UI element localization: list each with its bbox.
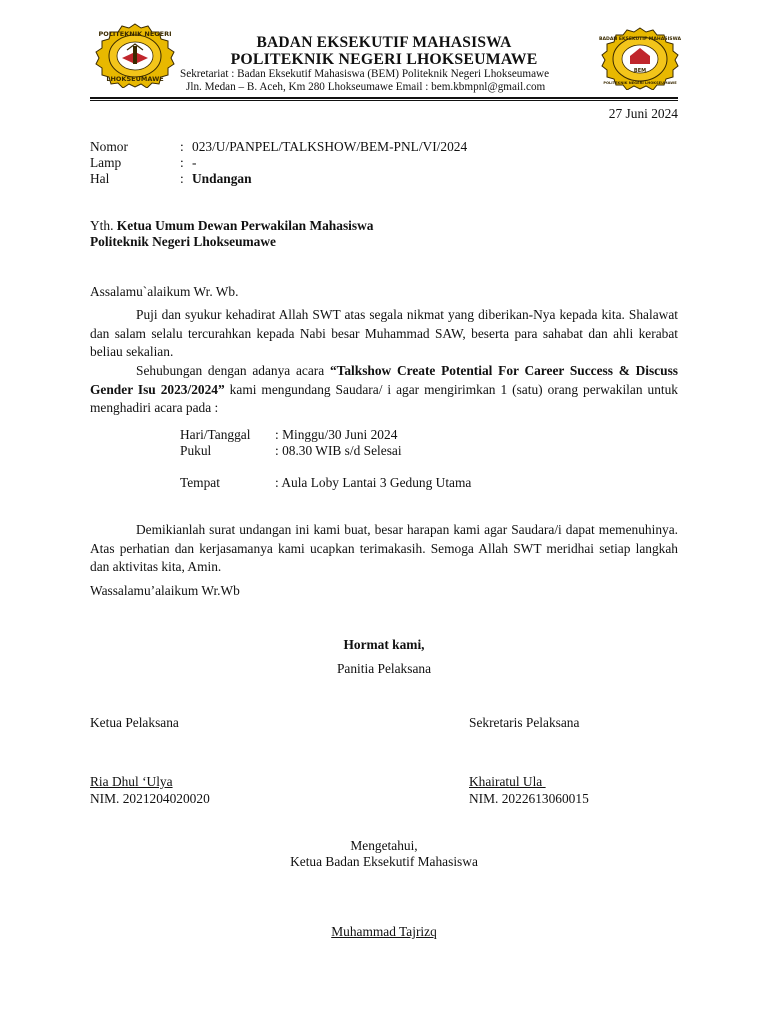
signoff-subtitle: Panitia Pelaksana [336,661,432,676]
letterhead-divider-thin [90,100,678,101]
meta-hal-sep: : [180,171,184,186]
meta-lamp-sep: : [180,155,184,170]
detail-place-value: : Aula Loby Lantai 3 Gedung Utama [275,475,472,490]
address-line2: Jln. Medan – B. Aceh, Km 280 Lhokseumawe Email : bem.kbmpnl@gmail.com [186,81,546,93]
address-line1: Sekretariat : Badan Eksekutif Mahasiswa (BEM) Politeknik Negeri Lhokseumawe [180,68,550,80]
meta-lamp-value: - [192,155,197,170]
recipient-prefix: Yth. [90,218,114,233]
meta-hal-label: Hal [90,171,110,186]
opening-paragraph-text: Puji dan syukur kehadirat Allah SWT atas segala nikmat yang diberikan-Nya kepada kita. Shalawat dan salam selalu tercurahkan kepada Nabi besar Muhammad SAW, beserta para sahabat dan ahli kerabat beliau sekalian. [90,307,678,359]
left-signer-name: Ria Dhul ‘Ulya [90,774,173,789]
meta-nomor-value: 023/U/PANPEL/TALKSHOW/BEM-PNL/VI/2024 [192,139,468,154]
recipient-name: Ketua Umum Dewan Perwakilan Mahasiswa [116,218,374,233]
left-logo-bottom-text: LHOKSEUMAWE [106,75,164,83]
left-signer-nim: NIM. 2021204020020 [90,791,210,806]
approval-role: Ketua Badan Eksekutif Mahasiswa [290,854,478,869]
right-signer-nim: NIM. 2022613060015 [469,791,589,806]
closing-paragraph [90,521,678,577]
right-logo-center-text: BEM [633,68,647,74]
detail-date-label: Hari/Tanggal [180,427,251,442]
meta-hal-value: Undangan [192,171,252,186]
left-logo-top-text: POLITEKNIK NEGERI [98,30,172,38]
invitation-paragraph [90,362,678,418]
approval-label: Mengetahui, [350,838,418,853]
letter-date: 27 Juni 2024 [608,106,678,121]
closing-paragraph-text: Demikianlah surat undangan ini kami buat, besar harapan kami agar Saudara/i dapat memenuhinya. Atas perhatian dan kerjasamanya kami ucapkan terimakasih. Semoga Allah SWT meridhai setiap langkah dan aktivitas kita, Amin. [90,522,678,574]
org-name-line2: POLITEKNIK NEGERI LHOKSEUMAWE [230,51,538,68]
right-logo-top-text: BADAN EKSEKUTIF MAHASISWA [598,37,682,42]
org-name-line1: BADAN EKSEKUTIF MAHASISWA [256,34,512,51]
invitation-before: Sehubungan dengan adanya acara [136,363,330,378]
letterhead-divider-thick [90,97,678,99]
left-signer-role: Ketua Pelaksana [90,715,179,730]
opening-paragraph [90,306,678,362]
meta-nomor-sep: : [180,139,184,154]
event-title: “Talkshow Create Potential For Career Success & Discuss Gender Isu 2023/2024” [90,363,678,397]
greeting: Assalamu`alaikum Wr. Wb. [90,284,239,299]
right-signer-name: Khairatul Ula [469,774,546,789]
meta-lamp-label: Lamp [90,155,122,170]
closing-greeting: Wassalamu’alaikum Wr.Wb [90,583,240,598]
approval-name: Muhammad Tajrizq [331,924,437,939]
detail-time-value: : 08.30 WIB s/d Selesai [275,443,402,458]
detail-time-label: Pukul [180,443,212,458]
right-signer-role: Sekretaris Pelaksana [469,715,580,730]
right-logo-bottom-text: POLITEKNIK NEGERI LHOKSEUMAWE [603,81,677,85]
meta-nomor-label: Nomor [90,139,128,154]
detail-date-value: : Minggu/30 Juni 2024 [275,427,398,442]
detail-place-label: Tempat [180,475,220,490]
approval-name-wrap [0,923,768,941]
recipient-institution: Politeknik Negeri Lhokseumawe [90,234,276,249]
signoff-title: Hormat kami, [343,637,425,652]
invitation-after: kami mengundang Saudara/ i agar mengirimkan 1 (satu) orang perwakilan untuk menghadiri acara pada : [90,381,679,415]
